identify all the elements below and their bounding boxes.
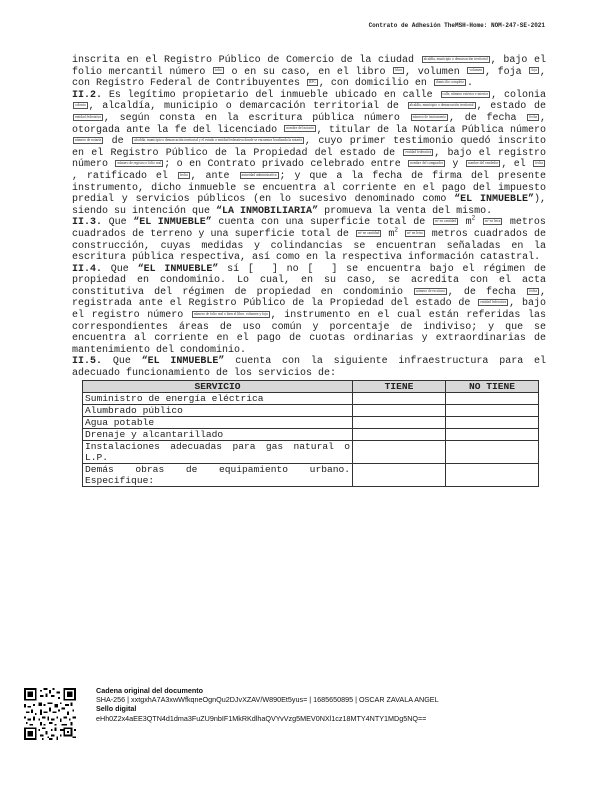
table-row bbox=[83, 404, 539, 416]
placeholder-field[interactable]: alcaldía, municipio o demarcación territorial y el estado o entidad federativa donde se encuentra localizada la notaría bbox=[133, 138, 302, 143]
service-name: Agua potable bbox=[83, 416, 353, 428]
column-header-tiene: TIENE bbox=[353, 380, 446, 392]
clause-number: II.4. bbox=[72, 263, 103, 275]
placeholder-field[interactable]: entidad federativa bbox=[405, 149, 432, 154]
paragraph-ii-4: II.4. Que “EL INMUEBLE” sí [ ] no [ ] se encuentra bajo el régimen de propiedad en condominio. Lo cual, en su caso, se acredita con el acta constitutiva del régimen de propiedad en condominio número de escritura , de fecha fecha , registrada ante el Registro Público de la Propiedad del estado de entidad federativa , bajo el registro número número de folio real o bien el libro, volumen y foja , instrumento en el cual están referidas las correspondientes áreas de uso común y porcentaje de indiviso; y que se encuentra al corriente en el pago de cuotas ordinarias y extraordinarias de mantenimiento del condominio. bbox=[72, 263, 546, 356]
placeholder-field[interactable]: foja bbox=[531, 68, 537, 73]
digital-signature-block bbox=[96, 686, 439, 723]
placeholder-field[interactable]: volumen bbox=[469, 68, 482, 73]
placeholder-field[interactable]: nombre del notario bbox=[286, 126, 314, 131]
document-header: Contrato de Adhesión TheMSH-Home: NOM-247-SE-2021 bbox=[368, 22, 545, 29]
placeholder-field[interactable]: número de folio real o bien el libro, volumen y foja bbox=[193, 311, 268, 316]
clause-number: II.3. bbox=[72, 217, 103, 229]
placeholder-field[interactable]: nombre del comprador bbox=[410, 161, 443, 166]
table-row bbox=[83, 440, 539, 463]
placeholder-field[interactable]: número de instrumento bbox=[412, 114, 447, 119]
placeholder-field[interactable]: calle, número exterior e interior bbox=[442, 91, 489, 96]
table-row bbox=[83, 392, 539, 404]
placeholder-field[interactable]: fecha bbox=[529, 114, 537, 119]
tiene-cell[interactable] bbox=[353, 392, 446, 404]
term-el-inmueble: “EL INMUEBLE” bbox=[133, 217, 212, 229]
tiene-cell[interactable] bbox=[353, 416, 446, 428]
services-table bbox=[82, 380, 539, 487]
service-name: Instalaciones adecuadas para gas natural o L.P. bbox=[83, 440, 353, 463]
placeholder-field[interactable]: m² en cantidad bbox=[358, 230, 380, 235]
placeholder-field[interactable]: domicilio completo bbox=[435, 80, 464, 85]
service-name: Alumbrado público bbox=[83, 404, 353, 416]
column-header-no-tiene: NO TIENE bbox=[446, 380, 539, 392]
paragraph-ii-2: II.2. Es legítimo propietario del inmueble ubicado en calle calle, número exterior e interior , colonia colonia , alcaldía, municipio o demarcación territorial de alcaldía, municipio o demarcación territorial , estado de entidad federativa , según consta en la escritura pública número número de instrumento , de fecha fecha , otorgada ante la fe del licenciado nombre del notario , titular de la Notaría Pública número número de notaría de alcaldía, municipio o demarcación territorial y el estado o entidad federativa donde se encuentra localizada la notaría , cuyo primer testimonio quedó inscrito en el Registro Público de la Propiedad del estado de entidad federativa , bajo el registro número número de registro o folio real ; o en Contrato privado celebrado entre nombre del comprador y nombre del vendedor , el fecha, ratificado el fecha , ante autoridad administrativa ; y que a la fecha de firma del presente instrumento, dicho inmueble se encuentra al corriente en el pago del impuesto predial y servicios públicos (en lo sucesivo denominado como “EL INMUEBLE”), siendo su intención que “LA INMOBILIARIA” promueva la venta del mismo. bbox=[72, 89, 546, 217]
tiene-cell[interactable] bbox=[353, 440, 446, 463]
no-tiene-cell[interactable] bbox=[446, 440, 539, 463]
placeholder-field[interactable]: m² en letra bbox=[484, 219, 501, 224]
term-el-inmueble: “EL INMUEBLE” bbox=[137, 263, 219, 275]
placeholder-field[interactable]: libro bbox=[395, 68, 403, 73]
no-tiene-cell[interactable] bbox=[446, 463, 539, 486]
clause-number: II.2. bbox=[72, 89, 103, 101]
no-tiene-cell[interactable] bbox=[446, 428, 539, 440]
sello-value: eHh0Z2x4aEE3QTN4d1dma3FuZU9nbIF1MkRKdlhaQVYvVzg5MEV0NXl1cz18MTY4NTY1MDg5NQ== bbox=[96, 713, 427, 723]
placeholder-field[interactable]: entidad federativa bbox=[480, 300, 507, 305]
paragraph-ii-3: II.3. Que “EL INMUEBLE” cuenta con una superficie total de m² en cantidad $m^2$ m² en letra metros cuadrados de terreno y una superficie total de m² en cantidad $m^2$ m² en letra metros cuadrados de construcción, cuyas medidas y colindancias se encuentran señaladas en la escritura pública respectiva, así como en la respectiva información catastral. bbox=[72, 214, 546, 264]
placeholder-field[interactable]: alcaldía, municipio o demarcación territorial bbox=[423, 56, 488, 61]
table-row bbox=[83, 463, 539, 486]
service-name: Drenaje y alcantarillado bbox=[83, 428, 353, 440]
placeholder-field[interactable]: número de notaría bbox=[75, 138, 102, 143]
term-el-inmueble: “EL INMUEBLE” bbox=[141, 356, 225, 368]
placeholder-field[interactable]: m² en cantidad bbox=[434, 219, 457, 224]
placeholder-field[interactable]: RFC bbox=[309, 80, 316, 85]
placeholder-field[interactable]: m² en letra bbox=[407, 230, 423, 235]
no-tiene-cell[interactable] bbox=[446, 392, 539, 404]
no-tiene-cell[interactable] bbox=[446, 404, 539, 416]
column-header-servicio: SERVICIO bbox=[83, 380, 353, 392]
placeholder-field[interactable]: nombre del vendedor bbox=[467, 161, 499, 166]
placeholder-field[interactable]: autoridad administrativa bbox=[241, 172, 277, 177]
placeholder-field[interactable]: fecha bbox=[179, 172, 188, 177]
paragraph-registry: inscrita en el Registro Público de Comercio de la ciudad alcaldía, municipio o demarcación territorial , bajo el folio mercantil número folio o en su caso, en el libro libro , volumen volumen , foja foja , con Registro Federal de Contribuyentes RFC , con domicilio en domicilio completo . bbox=[72, 55, 546, 90]
contract-body bbox=[72, 55, 546, 487]
document-footer bbox=[24, 686, 584, 746]
tiene-cell[interactable] bbox=[353, 428, 446, 440]
service-name: Suministro de energía eléctrica bbox=[83, 392, 353, 404]
qr-code-icon bbox=[24, 688, 76, 740]
placeholder-field[interactable]: entidad federativa bbox=[75, 114, 101, 119]
tiene-cell[interactable] bbox=[353, 404, 446, 416]
cadena-label: Cadena original del documento bbox=[96, 686, 204, 695]
cadena-value: SHA-256 | xxtgxhA7A3xwWfkqneOgnQu2DJvXZAV/W890Et5yus= | 1685650895 | OSCAR ZAVALA ANGEL bbox=[96, 695, 439, 705]
placeholder-field[interactable]: colonia bbox=[75, 103, 86, 108]
placeholder-field[interactable]: fecha bbox=[535, 161, 543, 166]
sello-label: Sello digital bbox=[96, 704, 137, 714]
table-row bbox=[83, 428, 539, 440]
no-tiene-cell[interactable] bbox=[446, 416, 539, 428]
placeholder-field[interactable]: folio bbox=[215, 68, 222, 73]
service-name: Demás obras de equipamiento urbano. Especifique: bbox=[83, 463, 353, 486]
placeholder-field[interactable]: número de registro o folio real bbox=[117, 161, 162, 166]
tiene-cell[interactable] bbox=[353, 463, 446, 486]
table-header-row bbox=[83, 380, 539, 392]
placeholder-field[interactable]: alcaldía, municipio o demarcación territorial bbox=[409, 103, 474, 108]
term-la-inmobiliaria: “LA INMOBILIARIA” bbox=[216, 205, 319, 217]
paragraph-ii-5: II.5. Que “EL INMUEBLE” cuenta con la siguiente infraestructura para el adecuado funcionamiento de los servicios de: bbox=[72, 356, 546, 380]
term-el-inmueble: “EL INMUEBLE” bbox=[454, 194, 534, 206]
clause-number: II.5. bbox=[72, 356, 103, 368]
table-row bbox=[83, 416, 539, 428]
placeholder-field[interactable]: fecha bbox=[529, 288, 537, 293]
placeholder-field[interactable]: número de escritura bbox=[416, 288, 445, 293]
